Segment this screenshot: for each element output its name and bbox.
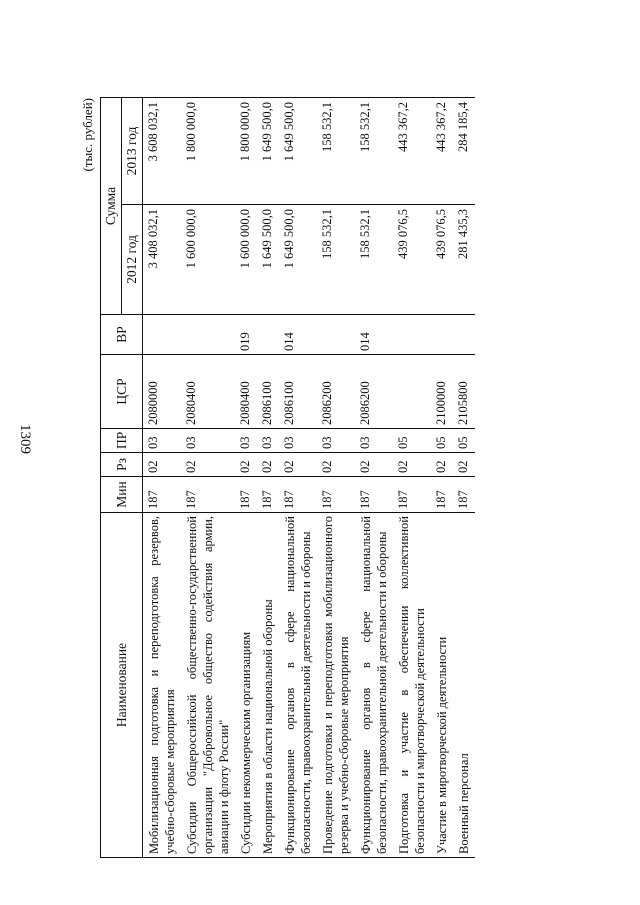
row-pr: 03: [181, 429, 235, 453]
header-pr: ПР: [101, 429, 143, 453]
row-2013: 158 532,1: [317, 97, 355, 204]
table-row: [393, 97, 431, 857]
units-label: (тыс. рублей): [80, 98, 95, 172]
row-csr: 2086100: [279, 355, 317, 429]
row-csr: 2080400: [181, 355, 235, 429]
header-sum: Сумма: [101, 97, 122, 314]
row-pr: 03: [279, 429, 317, 453]
header-rz: Рз: [101, 453, 143, 477]
row-vr: [393, 315, 431, 355]
row-csr: 2086200: [317, 355, 355, 429]
header-vr: ВР: [101, 315, 143, 355]
row-vr: [431, 315, 453, 355]
row-2012: 281 435,3: [453, 205, 475, 315]
row-name: Участие в миротворческой деятельности: [431, 513, 453, 858]
row-pr: 03: [143, 429, 182, 453]
row-min: 187: [235, 477, 257, 513]
row-csr: 2086100: [257, 355, 279, 429]
row-min: 187: [279, 477, 317, 513]
page-number: 1309: [17, 424, 33, 454]
row-pr: 03: [317, 429, 355, 453]
row-csr: 2080000: [143, 355, 182, 429]
row-2013: 284 185,4: [453, 97, 475, 204]
table-row: [181, 97, 235, 857]
row-2012: 1 600 000,0: [235, 205, 257, 315]
row-2012: 439 076,5: [393, 205, 431, 315]
row-pr: 05: [453, 429, 475, 453]
row-min: 187: [393, 477, 431, 513]
row-min: 187: [317, 477, 355, 513]
row-2012: 1 600 000,0: [181, 205, 235, 315]
row-2013: 443 367,2: [431, 97, 453, 204]
row-vr: 014: [355, 315, 393, 355]
row-name: Субсидии Общероссийской общественно-государственной организации "Добровольное общество содействия армии, авиации и флоту России": [181, 513, 235, 858]
row-min: 187: [355, 477, 393, 513]
row-2012: 439 076,5: [431, 205, 453, 315]
row-csr: 2086200: [355, 355, 393, 429]
row-min: 187: [257, 477, 279, 513]
row-vr: [257, 315, 279, 355]
row-2013: 443 367,2: [393, 97, 431, 204]
row-csr: 2080400: [235, 355, 257, 429]
header-2012: 2012 год: [122, 205, 143, 315]
row-pr: 03: [235, 429, 257, 453]
table-row: [317, 97, 355, 857]
row-name: Функционирование органов в сфере национальной безопасности, правоохранительной деятельности и обороны: [279, 513, 317, 858]
budget-table: [100, 97, 475, 858]
table-row: [279, 97, 317, 857]
row-vr: 019: [235, 315, 257, 355]
row-pr: 03: [355, 429, 393, 453]
row-name: Военный персонал: [453, 513, 475, 858]
budget-table-page: [80, 98, 530, 858]
table-row: [257, 97, 279, 857]
row-vr: [317, 315, 355, 355]
table-row: [431, 97, 453, 857]
row-vr: 014: [279, 315, 317, 355]
row-csr: 2100000: [431, 355, 453, 429]
row-rz: 02: [181, 453, 235, 477]
row-vr: [181, 315, 235, 355]
row-name: Подготовка и участие в обеспечении коллективной безопасности и миротворческой деятельности: [393, 513, 431, 858]
row-2012: 158 532,1: [355, 205, 393, 315]
row-rz: 02: [279, 453, 317, 477]
row-rz: 02: [393, 453, 431, 477]
table-row: [235, 97, 257, 857]
row-2013: 1 649 500,0: [279, 97, 317, 204]
row-name: Функционирование органов в сфере национальной безопасности, правоохранительной деятельности и обороны: [355, 513, 393, 858]
row-min: 187: [431, 477, 453, 513]
header-min: Мин: [101, 477, 143, 513]
row-vr: [143, 315, 182, 355]
header-2013: 2013 год: [122, 97, 143, 204]
row-name: Проведение подготовки и переподготовки мобилизационного резерва и учебно-сборовые мероприятия: [317, 513, 355, 858]
row-rz: 02: [431, 453, 453, 477]
row-csr: 2105800: [453, 355, 475, 429]
row-name: Субсидии некоммерческим организациям: [235, 513, 257, 858]
row-pr: 05: [431, 429, 453, 453]
row-rz: 02: [257, 453, 279, 477]
row-pr: 05: [393, 429, 431, 453]
row-2012: 158 532,1: [317, 205, 355, 315]
row-min: 187: [143, 477, 182, 513]
row-csr: [393, 355, 431, 429]
row-2012: 3 408 032,1: [143, 205, 182, 315]
row-pr: 03: [257, 429, 279, 453]
header-name: Наименование: [101, 513, 143, 858]
table-row: [453, 97, 475, 857]
row-min: 187: [181, 477, 235, 513]
row-2013: 1 649 500,0: [257, 97, 279, 204]
row-min: 187: [453, 477, 475, 513]
row-rz: 02: [235, 453, 257, 477]
row-vr: [453, 315, 475, 355]
row-rz: 02: [317, 453, 355, 477]
table-row: [355, 97, 393, 857]
row-2012: 1 649 500,0: [279, 205, 317, 315]
row-2013: 1 800 000,0: [235, 97, 257, 204]
row-rz: 02: [143, 453, 182, 477]
row-2013: 158 532,1: [355, 97, 393, 204]
row-2013: 3 608 032,1: [143, 97, 182, 204]
table-row: [143, 97, 182, 857]
row-rz: 02: [453, 453, 475, 477]
header-csr: ЦСР: [101, 355, 143, 429]
row-name: Мобилизационная подготовка и переподготовка резервов, учебно-сборовые мероприятия: [143, 513, 182, 858]
row-2013: 1 800 000,0: [181, 97, 235, 204]
row-rz: 02: [355, 453, 393, 477]
row-2012: 1 649 500,0: [257, 205, 279, 315]
row-name: Мероприятия в области национальной обороны: [257, 513, 279, 858]
